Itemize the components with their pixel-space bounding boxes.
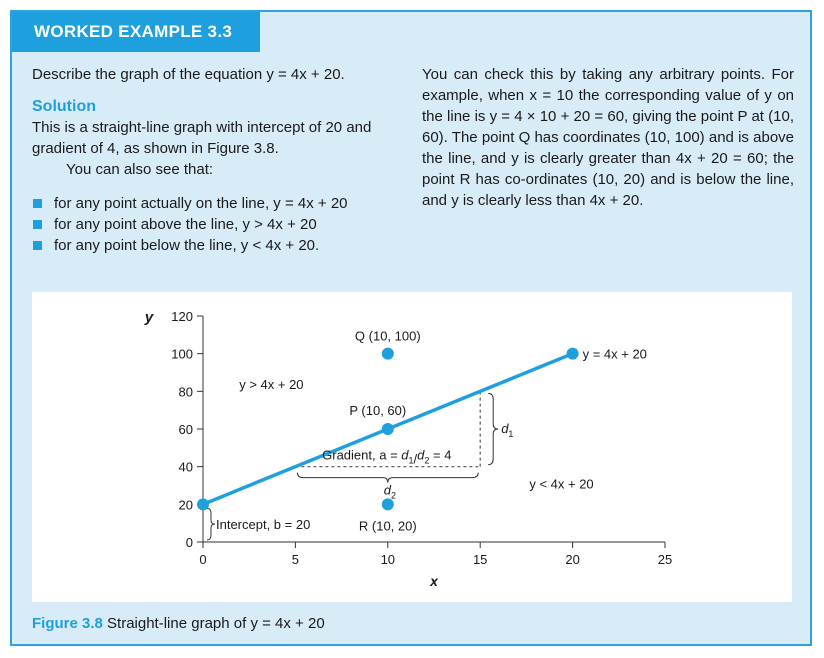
- x-tick-label: 25: [657, 552, 673, 567]
- list-item: [32, 235, 410, 256]
- data-point: [382, 348, 394, 360]
- caption-text: Straight-line graph of y = 4x + 20: [107, 615, 325, 632]
- y-tick-label: 80: [178, 384, 193, 400]
- bullet-text: for any point below the line, y < 4x + 20.: [54, 237, 320, 254]
- data-point: [382, 498, 394, 510]
- bullet-square-icon: [33, 241, 42, 250]
- x-tick-label: 10: [380, 552, 396, 567]
- condition-list: [32, 193, 410, 256]
- y-tick-label: 60: [178, 422, 193, 437]
- list-item: [32, 193, 410, 214]
- x-tick-label: 5: [291, 552, 300, 567]
- point-label-p: P (10, 60): [349, 403, 407, 418]
- d1-label: $d_1$: [501, 421, 514, 439]
- figure-caption: [32, 614, 325, 634]
- data-point: [382, 423, 394, 435]
- left-column: [32, 64, 410, 256]
- caption-label: Figure 3.8: [32, 615, 103, 632]
- x-axis-label: x: [430, 573, 438, 589]
- solution-text: This is a straight-line graph with intercept of 20 and gradient of 4, as shown in Figure 3.8.: [32, 119, 372, 157]
- data-point: [197, 498, 209, 510]
- d2-label: $d_2$: [383, 482, 397, 501]
- solution-heading: Solution: [32, 98, 96, 115]
- d1-brace: [488, 393, 498, 464]
- chart-panel: [32, 292, 792, 602]
- bullet-square-icon: [33, 199, 42, 208]
- example-title: WORKED EXAMPLE 3.3: [12, 12, 260, 52]
- y-axis-label: y: [144, 309, 154, 326]
- question-text: Describe the graph of the equation y = 4x + 20.: [32, 66, 345, 83]
- gradient-label: Gradient, $a = d_1/d_2 = 4$: [322, 447, 452, 467]
- bullet-square-icon: [33, 220, 42, 229]
- bullet-text: for any point above the line, y > 4x + 20: [54, 216, 317, 233]
- y-tick-label: 20: [178, 497, 193, 513]
- x-tick-label: 15: [472, 552, 488, 567]
- list-item: [32, 214, 410, 235]
- right-column: [422, 64, 794, 211]
- x-tick-label: 20: [565, 552, 580, 567]
- see-text: You can also see that:: [66, 161, 214, 178]
- intercept-label: Intercept, b = 20: [216, 517, 311, 533]
- bullet-text: for any point actually on the line, y = 4x + 20: [54, 195, 348, 212]
- data-point: [567, 348, 579, 360]
- intercept-brace: [207, 508, 215, 540]
- point-label-q: Q (10, 100): [354, 328, 421, 344]
- y-tick-label: 100: [171, 346, 193, 362]
- y-tick-label: 0: [185, 535, 193, 550]
- y-tick-label: 40: [178, 459, 193, 475]
- d2-brace: [297, 473, 478, 483]
- line-chart: [32, 292, 792, 602]
- region-label-above: y > 4x + 20: [239, 376, 304, 392]
- y-tick-label: 120: [171, 309, 193, 324]
- series-label: y = 4x + 20: [582, 346, 647, 362]
- x-tick-label: 0: [199, 552, 207, 567]
- region-label-below: y < 4x + 20: [529, 476, 594, 492]
- check-text: You can check this by taking any arbitrary points. For example, when x = 10 the corresponding value of y on the line is y = 4 × 10 + 20 = 60, giving the point P at (10, 60). The point Q has coordinates (10, 100) and is above the line, and y is clearly greater than 4x + 20 = 60; the point R has co-ordinates (10, 20) and is below the line, and y is clearly less than 4x + 20.: [422, 66, 794, 209]
- point-label-r: R (10, 20): [358, 518, 417, 534]
